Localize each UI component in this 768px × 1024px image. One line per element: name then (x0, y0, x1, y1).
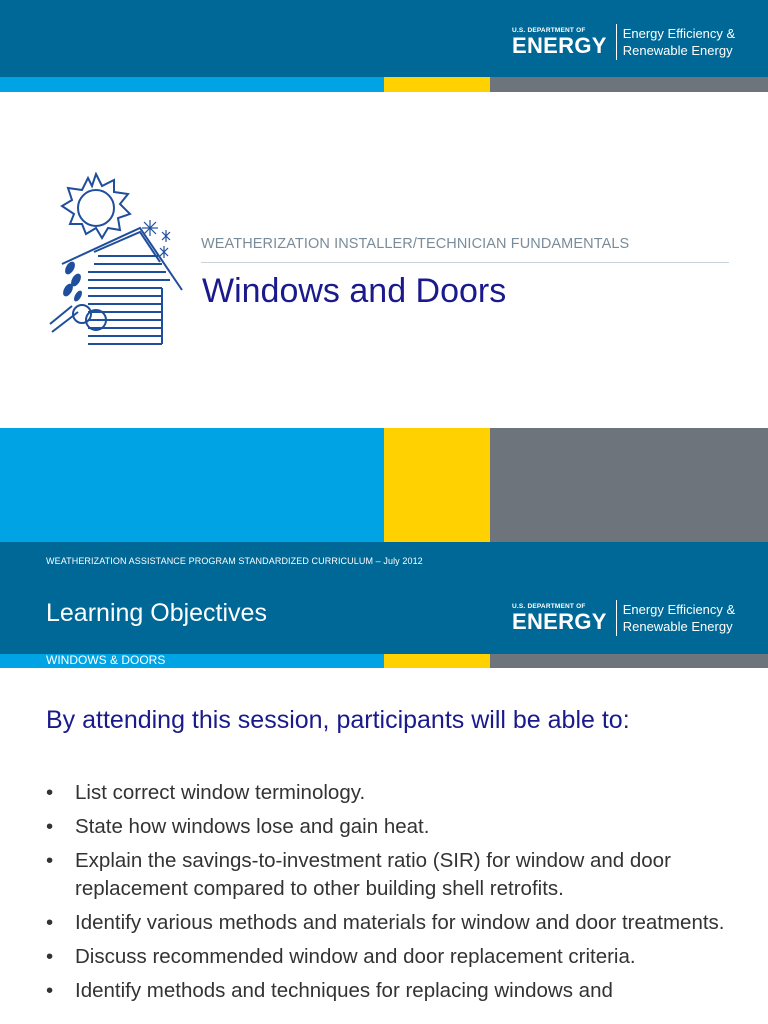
logo-divider (616, 600, 617, 636)
objectives-slide (0, 576, 768, 1024)
logo-agency-text: ENERGY (512, 609, 607, 634)
doe-logo (512, 24, 735, 60)
bullet-icon: • (46, 945, 54, 968)
section-label: WINDOWS & DOORS (46, 653, 166, 667)
bottom-block-light-blue (0, 428, 384, 542)
doe-logo (512, 600, 735, 636)
logo-divider (616, 24, 617, 60)
bottom-block-gray (490, 428, 768, 542)
logo-office-line2: Renewable Energy (622, 43, 733, 58)
bullet-icon: • (46, 815, 54, 838)
list-item (46, 847, 746, 903)
logo-office-line2: Renewable Energy (622, 619, 733, 634)
stripe-yellow (384, 77, 490, 92)
bullet-icon: • (46, 979, 54, 1002)
footer-text: WEATHERIZATION ASSISTANCE PROGRAM STANDARDIZED CURRICULUM – July 2012 (46, 556, 423, 566)
house-weather-icon (48, 172, 188, 348)
slide-heading: Learning Objectives (46, 599, 267, 627)
slide-title: Windows and Doors (202, 272, 507, 310)
list-item-text: Identify methods and techniques for replacing windows and (75, 979, 613, 1002)
logo-office-line1: Energy Efficiency & (622, 602, 736, 617)
logo-agency-text: ENERGY (512, 33, 607, 58)
list-item (46, 909, 746, 937)
logo-dept-text: U.S. DEPARTMENT OF (512, 27, 586, 34)
list-item (46, 813, 746, 841)
stripe-yellow (384, 654, 490, 668)
list-item-text: Discuss recommended window and door replacement criteria. (75, 945, 636, 968)
list-item (46, 779, 746, 807)
lead-text: By attending this session, participants will be able to: (46, 706, 630, 734)
slide-subtitle: WEATHERIZATION INSTALLER/TECHNICIAN FUNDAMENTALS (201, 236, 630, 252)
stripe-light-blue (0, 77, 384, 92)
bullet-icon: • (46, 911, 54, 934)
bullet-icon: • (46, 849, 54, 872)
list-item (46, 943, 746, 971)
stripe-gray (490, 654, 768, 668)
list-item-text: State how windows lose and gain heat. (75, 815, 430, 838)
list-item (46, 977, 746, 1005)
logo-office-line1: Energy Efficiency & (622, 26, 736, 41)
stripe-gray (490, 77, 768, 92)
list-item-text: List correct window terminology. (75, 781, 366, 804)
bullet-icon: • (46, 781, 54, 804)
list-item-text: Identify various methods and materials for window and door treatments. (75, 911, 725, 934)
logo-dept-text: U.S. DEPARTMENT OF (512, 603, 586, 610)
bottom-block-yellow (384, 428, 490, 542)
list-item-text: Explain the savings-to-investment ratio (SIR) for window and door replacement compared to other building shell retrofits. (75, 849, 671, 900)
title-divider (201, 262, 729, 263)
objectives-list (46, 779, 746, 1011)
